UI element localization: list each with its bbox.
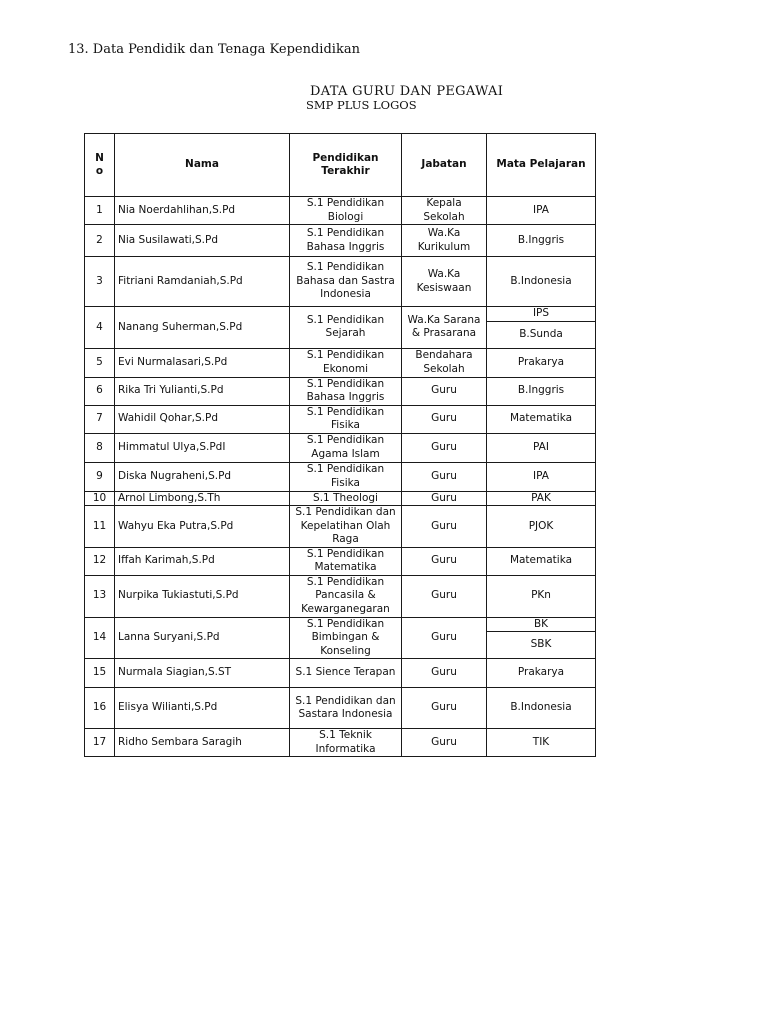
document-subtitle: SMP PLUS LOGOS (306, 98, 417, 112)
cell-pendidikan: S.1 Pendidikan Fisika (290, 462, 402, 491)
table-row (85, 575, 596, 617)
cell-nama: Nia Noerdahlihan,S.Pd (115, 197, 290, 225)
cell-pendidikan: S.1 Pendidikan Fisika (290, 405, 402, 433)
cell-nama: Nia Susilawati,S.Pd (115, 225, 290, 257)
cell-mapel: Matematika (487, 547, 596, 575)
cell-nama: Himmatul Ulya,S.PdI (115, 433, 290, 462)
cell-nama: Evi Nurmalasari,S.Pd (115, 348, 290, 377)
cell-nama: Wahyu Eka Putra,S.Pd (115, 506, 290, 548)
table-row (85, 405, 596, 433)
table-row (85, 729, 596, 757)
cell-mapel: PAI (487, 433, 596, 462)
column-header-no-line2: o (95, 165, 104, 177)
cell-mapel: B.Indonesia (487, 688, 596, 729)
table-row (85, 617, 596, 632)
cell-mapel: IPA (487, 462, 596, 491)
cell-nama: Arnol Limbong,S.Th (115, 491, 290, 506)
cell-nama: Wahidil Qohar,S.Pd (115, 405, 290, 433)
cell-nama: Iffah Karimah,S.Pd (115, 547, 290, 575)
cell-no: 7 (85, 405, 115, 433)
cell-pendidikan: S.1 Pendidikan Matematika (290, 547, 402, 575)
cell-mapel: B.Inggris (487, 225, 596, 257)
table-row (85, 491, 596, 506)
cell-jabatan: Guru (402, 506, 487, 548)
cell-mapel: TIK (487, 729, 596, 757)
table-row (85, 225, 596, 257)
cell-nama: Diska Nugraheni,S.Pd (115, 462, 290, 491)
cell-mapel: Prakarya (487, 659, 596, 688)
cell-jabatan: Wa.Ka Kesiswaan (402, 257, 487, 307)
cell-jabatan: Guru (402, 575, 487, 617)
cell-jabatan: Guru (402, 547, 487, 575)
column-header-pendidikan (290, 134, 402, 197)
cell-no: 16 (85, 688, 115, 729)
cell-mapel: Prakarya (487, 348, 596, 377)
cell-mapel: B.Inggris (487, 377, 596, 405)
cell-jabatan: Guru (402, 659, 487, 688)
table-row (85, 348, 596, 377)
table-row (85, 197, 596, 225)
cell-jabatan: Wa.Ka Kurikulum (402, 225, 487, 257)
cell-no: 15 (85, 659, 115, 688)
cell-no: 9 (85, 462, 115, 491)
cell-no: 13 (85, 575, 115, 617)
staff-table (84, 133, 596, 757)
table-row (85, 433, 596, 462)
cell-pendidikan: S.1 Pendidikan Sejarah (290, 307, 402, 349)
cell-pendidikan: S.1 Pendidikan Biologi (290, 197, 402, 225)
cell-jabatan: Guru (402, 617, 487, 659)
cell-pendidikan: S.1 Pendidikan Ekonomi (290, 348, 402, 377)
table-row (85, 659, 596, 688)
cell-mapel: IPS (487, 307, 596, 322)
cell-mapel: PKn (487, 575, 596, 617)
cell-pendidikan: S.1 Pendidikan dan Kepelatihan Olah Raga (290, 506, 402, 548)
column-header-no-line1: N (95, 151, 104, 164)
cell-mapel: BK (487, 617, 596, 632)
cell-no: 11 (85, 506, 115, 548)
cell-no: 17 (85, 729, 115, 757)
cell-no: 3 (85, 257, 115, 307)
cell-jabatan: Guru (402, 433, 487, 462)
cell-pendidikan: S.1 Pendidikan Bahasa dan Sastra Indonesia (290, 257, 402, 307)
cell-mapel: B.Sunda (487, 321, 596, 348)
cell-nama: Fitriani Ramdaniah,S.Pd (115, 257, 290, 307)
table-row (85, 257, 596, 307)
cell-jabatan: Guru (402, 688, 487, 729)
cell-nama: Nurmala Siagian,S.ST (115, 659, 290, 688)
cell-pendidikan: S.1 Theologi (290, 491, 402, 506)
cell-jabatan: Guru (402, 462, 487, 491)
staff-table-body (85, 197, 596, 757)
cell-pendidikan: S.1 Teknik Informatika (290, 729, 402, 757)
document-title: DATA GURU DAN PEGAWAI (310, 84, 504, 99)
cell-jabatan: Kepala Sekolah (402, 197, 487, 225)
column-header-pendidikan-line1: Pendidikan (312, 151, 379, 164)
cell-no: 5 (85, 348, 115, 377)
table-row (85, 688, 596, 729)
section-heading: 13. Data Pendidik dan Tenaga Kependidikan (68, 42, 360, 57)
cell-pendidikan: S.1 Pendidikan Agama Islam (290, 433, 402, 462)
cell-mapel: B.Indonesia (487, 257, 596, 307)
cell-pendidikan: S.1 Pendidikan dan Sastara Indonesia (290, 688, 402, 729)
column-header-no (85, 134, 115, 197)
cell-jabatan: Bendahara Sekolah (402, 348, 487, 377)
column-header-pendidikan-line2: Terakhir (321, 165, 370, 177)
cell-nama: Rika Tri Yulianti,S.Pd (115, 377, 290, 405)
cell-no: 14 (85, 617, 115, 659)
cell-no: 6 (85, 377, 115, 405)
table-row (85, 377, 596, 405)
column-header-jabatan: Jabatan (402, 134, 487, 197)
cell-pendidikan: S.1 Pendidikan Pancasila & Kewarganegaran (290, 575, 402, 617)
column-header-nama: Nama (115, 134, 290, 197)
table-row (85, 547, 596, 575)
cell-jabatan: Guru (402, 729, 487, 757)
cell-mapel: Matematika (487, 405, 596, 433)
column-header-mapel: Mata Pelajaran (487, 134, 596, 197)
cell-jabatan: Guru (402, 491, 487, 506)
cell-mapel: SBK (487, 632, 596, 659)
cell-jabatan: Guru (402, 405, 487, 433)
cell-no: 4 (85, 307, 115, 349)
cell-pendidikan: S.1 Sience Terapan (290, 659, 402, 688)
cell-nama: Nurpika Tukiastuti,S.Pd (115, 575, 290, 617)
cell-nama: Ridho Sembara Saragih (115, 729, 290, 757)
cell-no: 8 (85, 433, 115, 462)
table-row (85, 307, 596, 322)
cell-mapel: PJOK (487, 506, 596, 548)
cell-jabatan: Guru (402, 377, 487, 405)
cell-pendidikan: S.1 Pendidikan Bahasa Inggris (290, 377, 402, 405)
cell-nama: Lanna Suryani,S.Pd (115, 617, 290, 659)
table-header-row (85, 134, 596, 197)
cell-mapel: PAK (487, 491, 596, 506)
cell-no: 2 (85, 225, 115, 257)
cell-pendidikan: S.1 Pendidikan Bimbingan & Konseling (290, 617, 402, 659)
cell-no: 10 (85, 491, 115, 506)
cell-nama: Nanang Suherman,S.Pd (115, 307, 290, 349)
cell-no: 12 (85, 547, 115, 575)
cell-no: 1 (85, 197, 115, 225)
cell-mapel: IPA (487, 197, 596, 225)
table-row (85, 506, 596, 548)
cell-jabatan: Wa.Ka Sarana & Prasarana (402, 307, 487, 349)
cell-nama: Elisya Wilianti,S.Pd (115, 688, 290, 729)
table-row (85, 462, 596, 491)
cell-pendidikan: S.1 Pendidikan Bahasa Inggris (290, 225, 402, 257)
